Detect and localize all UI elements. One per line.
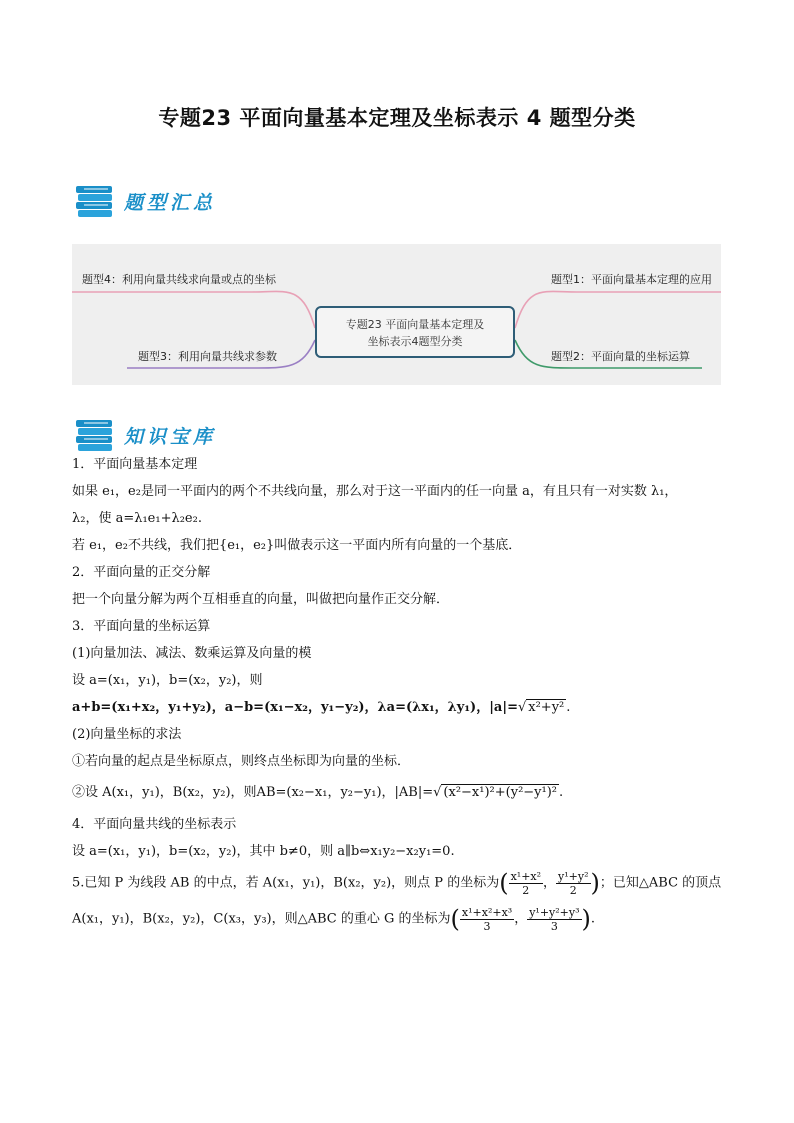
fraction-numerator: y¹+y²+y³ <box>529 905 580 919</box>
text-basis-theorem-2: λ₂，使 a=λ₁e₁+λ₂e₂. <box>72 511 202 526</box>
formula-ops-main: a+b=(x₁+x₂，y₁+y₂)，a−b=(x₁−x₂，y₁−y₂)，λa=(λx₁，λy₁)，|a|= <box>72 700 518 715</box>
fraction-numerator: x¹+x² <box>510 869 542 883</box>
books-icon <box>74 184 114 218</box>
text-midpoint-post: ；已知△ABC 的顶点 <box>599 875 722 891</box>
text-centroid-pre: A(x₁，y₁)，B(x₂，y₂)，C(x₃，y₃)，则△ABC 的重心 G 的坐标为 <box>72 911 451 927</box>
subheading-coord-find: (2)向量坐标的求法 <box>72 727 182 742</box>
text-basis-definition: 若 e₁，e₂不共线，我们把{e₁，e₂}叫做表示这一平面内所有向量的一个基底． <box>72 538 522 553</box>
text-origin-rule: ①若向量的起点是坐标原点，则终点坐标即为向量的坐标． <box>72 754 411 769</box>
formula-ab-sqrt: (x²−x¹)²+(y²−y¹)² <box>443 785 558 800</box>
fraction-mid-x <box>509 870 543 897</box>
formula-ab-main: ②设 A(x₁，y₁)，B(x₂，y₂)，则AB=(x₂−x₁，y₂−y₁)，|AB|= <box>72 785 434 800</box>
fraction-denominator: 2 <box>522 883 530 897</box>
heading-collinear: 4．平面向量共线的坐标表示 <box>72 817 237 832</box>
section-label-knowledge: 知识宝库 <box>124 425 217 448</box>
page-title: 专题23 平面向量基本定理及坐标表示 4 题型分类 <box>158 106 636 130</box>
heading-orthogonal: 2．平面向量的正交分解 <box>72 565 211 580</box>
text-basis-theorem-1: 如果 e₁，e₂是同一平面内的两个不共线向量，那么对于这一平面内的任一向量 a，有且只有一对实数 λ₁， <box>72 484 678 499</box>
mindmap-center-line1: 专题23 平面向量基本定理及 <box>345 318 485 331</box>
section-label-summary: 题型汇总 <box>124 191 217 214</box>
text-centroid: A(x₁，y₁)，B(x₂，y₂)，C(x₃，y₃)，则△ABC 的重心 G 的坐标为( $\frac{\text{x¹+x²+x³}}{3}$ ， $\frac{\text{y¹+y²+y³}}{3}$ ). <box>72 905 596 933</box>
fraction-mid-y <box>556 870 590 897</box>
heading-coordinate-ops: 3．平面向量的坐标运算 <box>72 619 211 634</box>
mindmap-branch-1: 题型1：平面向量基本定理的应用 <box>551 273 712 286</box>
text-ops-given: 设 a=(x₁，y₁)，b=(x₂，y₂)，则 <box>72 673 263 688</box>
formula-ops-sqrt: x²+y² <box>528 700 565 715</box>
sqrt-symbol: √ <box>517 700 527 715</box>
fraction-denominator: 2 <box>569 883 577 897</box>
knowledge-content <box>72 451 732 937</box>
formula-ops: a+b=(x₁+x₂，y₁+y₂)，a−b=(x₁−x₂，y₁−y₂)，λa=(λx₁，λy₁)，|a|=√ x²+y² . <box>72 700 571 715</box>
heading-basis-theorem: 1．平面向量基本定理 <box>72 457 198 472</box>
subheading-ops: (1)向量加法、减法、数乘运算及向量的模 <box>72 646 312 661</box>
mindmap-branch-4: 题型4：利用向量共线求向量或点的坐标 <box>82 273 276 286</box>
sqrt-symbol: √ <box>433 785 442 800</box>
fraction-numerator: y¹+y² <box>558 869 589 883</box>
mindmap-branch-3: 题型3：利用向量共线求参数 <box>138 350 277 363</box>
fraction-centroid-y <box>527 906 581 933</box>
mindmap-branch-2: 题型2：平面向量的坐标运算 <box>551 350 690 363</box>
mindmap-diagram <box>72 244 721 385</box>
fraction-denominator: 3 <box>483 919 491 933</box>
fraction-centroid-x <box>460 906 514 933</box>
mindmap-center-line2: 坐标表示4题型分类 <box>367 335 463 348</box>
section-header-knowledge <box>74 418 216 452</box>
text-midpoint-pre: 5.已知 P 为线段 AB 的中点，若 A(x₁，y₁)，B(x₂，y₂)，则点 P 的坐标为 <box>72 875 500 891</box>
mindmap-center-node <box>315 306 515 358</box>
text-orthogonal: 把一个向量分解为两个互相垂直的向量，叫做把向量作正交分解． <box>72 592 450 607</box>
books-icon <box>74 418 114 452</box>
fraction-denominator: 3 <box>550 919 558 933</box>
text-collinear: 设 a=(x₁，y₁)，b=(x₂，y₂)，其中 b≠0，则 a∥b⇔x₁y₂−x₂y₁=0. <box>72 844 455 859</box>
text-midpoint: 5.已知 P 为线段 AB 的中点，若 A(x₁，y₁)，B(x₂，y₂)，则点 P 的坐标为( $\frac{\text{x¹+x²}}{2}$ ， $\frac{\text{y¹+y²}}{2}$ )；已知△ABC 的顶点 <box>72 869 722 897</box>
fraction-numerator: x¹+x²+x³ <box>461 905 513 919</box>
formula-ab: ②设 A(x₁，y₁)，B(x₂，y₂)，则AB=(x₂−x₁，y₂−y₁)，|AB|=√ (x²−x¹)²+(y²−y¹)² . <box>72 785 564 800</box>
section-header-summary <box>74 184 216 218</box>
